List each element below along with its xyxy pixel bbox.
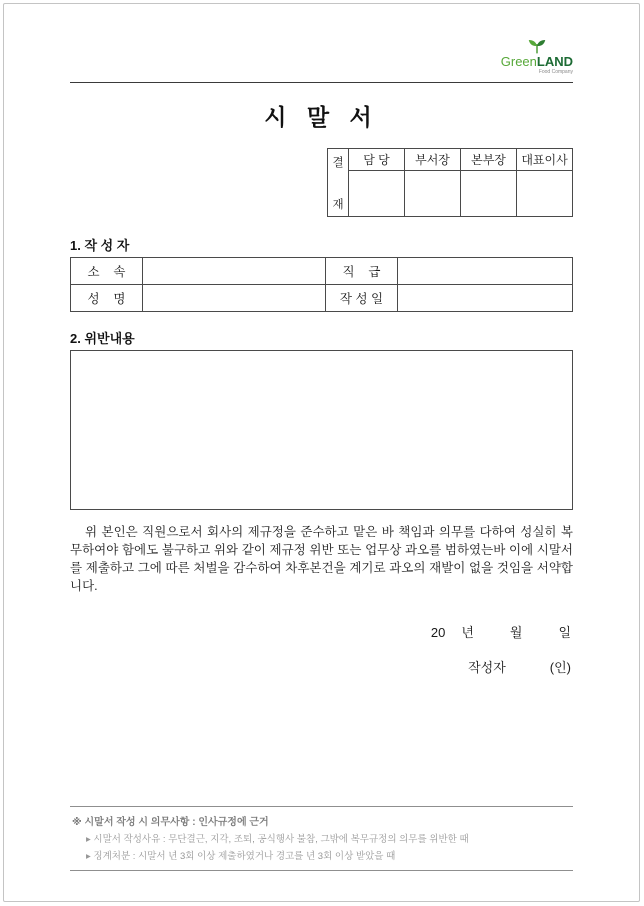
date-year-label: 년: [461, 624, 474, 640]
writer-value-date: [398, 285, 573, 312]
approval-table-wrap: [70, 148, 573, 217]
signature-writer-label: 작성자: [468, 659, 506, 675]
writer-table: [70, 257, 573, 312]
signature-seal-label: (인): [549, 659, 571, 675]
header-divider: [70, 82, 573, 83]
footer-notice-title: ※ 시말서 작성 시 의무사항 : 인사규정에 근거: [72, 817, 269, 828]
writer-label-department: 소 속: [71, 258, 143, 285]
approval-sign-cell-1: [349, 171, 405, 217]
logo-wordmark: [501, 55, 573, 68]
approval-sign-cell-2: [405, 171, 461, 217]
approval-header-daepyoisa: 대표이사: [517, 149, 573, 171]
writer-label-name: 성 명: [71, 285, 143, 312]
approval-sign-cell-4: [517, 171, 573, 217]
approval-header-bonbujang: 본부장: [461, 149, 517, 171]
approval-side-char-1: 결: [332, 156, 344, 169]
writer-value-name: [143, 285, 326, 312]
violation-content-box: [70, 350, 573, 510]
footer-notice: [70, 806, 573, 871]
logo-tagline: Food Company: [538, 69, 573, 75]
date-line: [70, 622, 573, 641]
writer-label-position: 직 급: [326, 258, 398, 285]
approval-header-buseojang: 부서장: [405, 149, 461, 171]
violation-section-heading: 2. 위반내용: [70, 331, 135, 346]
document-title: 시 말 서: [264, 104, 379, 130]
footer-notice-item-1: ▸ 시말서 작성사유 : 무단결근, 지각, 조퇴, 공식행사 불참, 그밖에 복무규정의 의무를 위반한 때: [86, 834, 469, 845]
logo-word-green: Green: [500, 54, 537, 69]
logo-row: [70, 4, 573, 75]
writer-row-2: [71, 285, 573, 312]
approval-side-label: [328, 149, 349, 217]
document-page: [3, 3, 640, 902]
company-logo: [501, 38, 573, 75]
writer-section-heading: 1. 작 성 자: [70, 238, 130, 253]
date-month-label: 월: [509, 624, 523, 640]
date-day-label: 일: [558, 624, 571, 640]
pledge-paragraph: 위 본인은 직원으로서 회사의 제규정을 준수하고 맡은 바 책임과 의무를 다하여 성실히 복무하여야 함에도 불구하고 위와 같이 제규정 위반 또는 업무상 과오를 범하였는바 이에 시말서를 제출하고 그에 따른 처벌을 감수하여 차후본건을 계기로 과오의 재발이 없을 것임을 서약합니다.: [70, 525, 573, 594]
writer-row-1: [71, 258, 573, 285]
logo-word-land: LAND: [536, 54, 573, 69]
date-year-prefix: 20: [430, 624, 446, 640]
approval-header-damdang: 담 당: [349, 149, 405, 171]
writer-value-department: [143, 258, 326, 285]
approval-side-char-2: 재: [332, 198, 344, 211]
sprout-icon: [526, 38, 548, 54]
approval-table: [327, 148, 573, 217]
approval-sign-cell-3: [461, 171, 517, 217]
document-content: [4, 4, 639, 901]
footer-notice-item-2: ▸ 징계처분 : 시말서 년 3회 이상 제출하였거나 경고를 년 3회 이상 받았을 때: [86, 851, 396, 862]
signature-line: [70, 657, 573, 676]
writer-value-position: [398, 258, 573, 285]
writer-label-date: 작 성 일: [326, 285, 398, 312]
